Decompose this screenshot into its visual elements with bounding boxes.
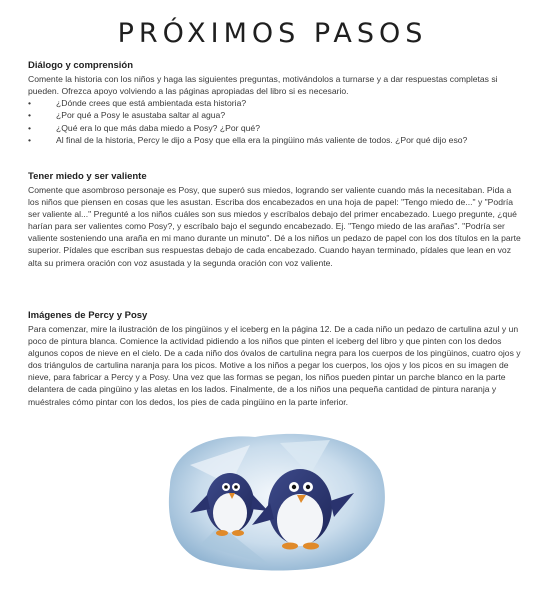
section-heading: Diálogo y comprensión	[28, 60, 134, 71]
section-body: Para comenzar, mire la ilustración de los pingüinos y el iceberg en la página 12. De a cada niño un pedazo de cartulina azul y un poco de pintura blanca. Comience la actividad pidiendo a los niños que pinten el iceberg del libro y que pinten con los dedos algunos copos de nieve en el cielo. De a cada niño dos óvalos de cartulina negra para los cuerpos de los pingüinos, cuatro ojos y dos triángulos de cartulina naranja para los picos. Motive a los niños a pegar los cuerpos, los ojos y los picos en su imagen de nieve, para fabricar a Percy y a Posy. Una vez que las formas se pegan, los niños pueden pintar un parche blanco en la parte delantera de cada pingüino y las aletas en los lados. Finalmente, de a los niños una pequeña cantidad de pintura naranja y muéstrales cómo pintar con los dedos, los pies de cada pingüino en la parte inferior.	[28, 324, 521, 407]
section-miedo-valiente	[28, 171, 522, 269]
question-item: • ¿Por qué a Posy le asustaba saltar al agua?	[28, 110, 226, 121]
bullet: •	[28, 122, 32, 133]
section-heading: Tener miedo y ser valiente	[28, 171, 147, 182]
bullet: •	[28, 110, 32, 121]
section-imagenes	[28, 310, 522, 408]
question-item: • ¿Qué era lo que más daba miedo a Posy? ¿Por qué?	[28, 122, 260, 133]
section-heading: Imágenes de Percy y Posy	[28, 310, 148, 321]
bullet: •	[28, 134, 32, 145]
section-body: Comente que asombroso personaje es Posy, que superó sus miedos, logrando ser valiente cuando más la necesitaban. Pida a los niños que piensen en cosas que les asustan. Escriba dos encabezados en una hoja de papel: "Tengo miedo de..." y "Podría ser valiente al..." Pregunté a los niños cuáles son sus miedos y escríbalos debajo del primer encabezado. Luego pregunte, ¿qué harían para ser valientes como Posy?, y escríbalo bajo el segundo encabezado. Ej. "Tengo miedo de las arañas". "Podría ser valiente sosteniendo una araña en mi mano durante un minuto". Dé a los niños un pedazo de papel con los dos títulos en la parte superior. Pídales que escriban sus respuestas debajo de cada encabezado. Cuando hayan terminado, pídales que lean en voz alta su primera oración con voz asustada y la segunda oración con voz valiente.	[28, 185, 521, 268]
bullet: •	[28, 98, 32, 109]
page-title: PRÓXIMOS PASOS	[117, 18, 428, 49]
question-item: • ¿Dónde crees que está ambientada esta historia?	[28, 98, 247, 109]
section-dialogo	[28, 60, 522, 146]
penguins-illustration	[160, 425, 390, 575]
section-intro: Comente la historia con los niños y haga las siguientes preguntas, motivándolos a turnarse y a dar respuestas completas si pueden. Ofrezca apoyo volviendo a las páginas apropiadas del libro si es necesario.	[28, 74, 498, 97]
question-item: • Al final de la historia, Percy le dijo a Posy que ella era la pingüino más valiente de todos. ¿Por qué dijo eso?	[28, 134, 468, 145]
